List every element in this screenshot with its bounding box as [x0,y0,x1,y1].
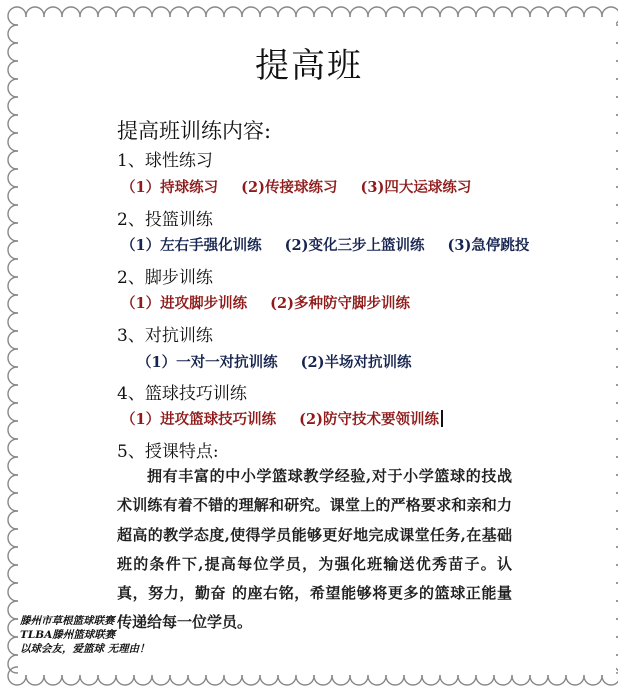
item-four-dribbles: (3)四大运球练习 [360,179,472,196]
section-confrontation-items [137,351,429,372]
section-skills-label: 4、篮球技巧训练 [117,384,247,404]
item-defense-skills: (2)防守技术要领训练 [299,411,439,428]
item-dribble-hold: （1）持球练习 [121,179,219,196]
page-title: 提高班 [255,46,363,86]
text-cursor [441,410,443,427]
training-content-heading: 提高班训练内容: [117,119,272,143]
section-ball-handling-label: 1、球性练习 [117,151,213,171]
footer-slogan: 以球会友，爱篮球 无理由！ [20,643,150,655]
item-offense-skills: （1）进攻篮球技巧训练 [121,411,277,428]
section-ball-handling-items [121,176,489,197]
teaching-features-paragraph: 拥有丰富的中小学篮球教学经验,对于小学篮球的技战术训练有着不错的理解和研究。课堂上的严格要求和亲和力超高的教学态度,使得学员能够更好地完成课堂任务,在基础班的条件下,提高每位学员，为强化班输送优秀苗子。认真，努力，勤奋 的座右铭，希望能够将更多的篮球正能量传递给每一位学员。 [117,467,512,632]
footer-league-name: 滕州市草根篮球联赛 [20,615,115,627]
item-both-hands: （1）左右手强化训练 [121,237,262,254]
item-offense-footwork: （1）进攻脚步训练 [121,295,248,312]
item-half-court: (2)半场对抗训练 [300,354,412,371]
section-skills-items [121,408,443,429]
item-jump-shot: (3)急停跳投 [447,237,530,254]
section-footwork-label: 2、脚步训练 [117,268,213,288]
item-pass-catch: (2)传接球练习 [241,179,338,196]
item-defense-footwork: (2)多种防守脚步训练 [270,295,410,312]
footer-league-name-en: TLBA滕州篮球联赛 [20,629,116,641]
section-shooting-label: 2、投篮训练 [117,210,213,230]
item-layup: (2)变化三步上篮训练 [284,237,425,254]
section-teaching-features-label: 5、授课特点: [117,442,219,462]
item-one-on-one: （1）一对一对抗训练 [137,354,278,371]
section-confrontation-label: 3、对抗训练 [117,326,213,346]
section-footwork-items [121,292,428,313]
section-shooting-items [121,234,547,255]
